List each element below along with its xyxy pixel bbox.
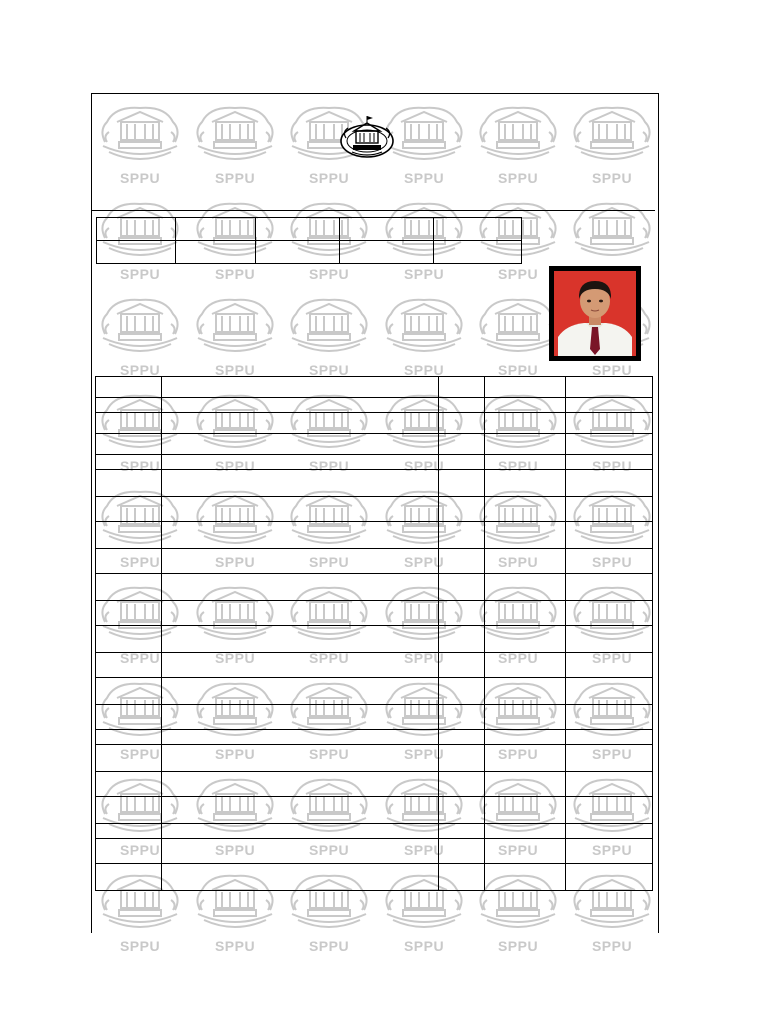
watermark-text: SPPU [591,650,633,666]
watermark-text: SPPU [497,458,539,474]
watermark-text: SPPU [119,458,161,474]
grade-cell [566,522,653,549]
grade-cell [96,839,162,864]
grade-cell [96,398,162,413]
grade-cell [485,797,566,824]
grade-cell [485,705,566,730]
watermark-text: SPPU [403,458,445,474]
grade-cell [161,730,438,745]
grade-cell [485,470,566,497]
table-row [96,678,653,705]
subject-grades-table [95,376,653,891]
grade-cell [566,626,653,653]
grade-cell [439,626,485,653]
grade-cell [566,574,653,601]
watermark-text: SPPU [308,938,350,954]
table-row [96,574,653,601]
grade-cell [566,653,653,678]
grade-cell [96,705,162,730]
watermark-text: SPPU [214,362,256,378]
grade-cell [485,772,566,797]
watermark-text: SPPU [214,650,256,666]
table-row [96,839,653,864]
grade-cell [96,626,162,653]
grade-cell [566,730,653,745]
candidate-info-table [96,217,522,264]
watermark-text: SPPU [308,842,350,858]
watermark-tile [96,294,184,384]
grade-cell [439,377,485,398]
watermark-text: SPPU [119,842,161,858]
grade-cell [439,398,485,413]
table-row [96,470,653,497]
watermark-text: SPPU [308,458,350,474]
header-divider [92,210,655,211]
watermark-text: SPPU [497,650,539,666]
grade-cell [96,797,162,824]
grade-cell [485,522,566,549]
grade-cell [96,497,162,522]
watermark-text: SPPU [497,170,539,186]
grade-cell [161,434,438,455]
watermark-text: SPPU [119,554,161,570]
watermark-text: SPPU [591,938,633,954]
watermark-text: SPPU [308,170,350,186]
watermark-text: SPPU [308,362,350,378]
grade-cell [566,434,653,455]
grade-cell [485,601,566,626]
grade-cell [161,574,438,601]
grade-cell [439,470,485,497]
grade-cell [439,730,485,745]
watermark-text: SPPU [119,170,161,186]
info-cell [97,218,176,241]
grade-cell [161,824,438,839]
grade-cell [439,839,485,864]
grade-cell [161,398,438,413]
grade-cell [161,497,438,522]
watermark-text: SPPU [591,362,633,378]
watermark-text: SPPU [497,746,539,762]
grade-cell [161,745,438,772]
university-seal-icon [569,198,655,262]
watermark-text: SPPU [497,266,539,282]
table-row [96,745,653,772]
grade-cell [161,413,438,434]
university-seal-icon [97,294,183,358]
grade-cell [96,678,162,705]
grade-cell [96,730,162,745]
grade-cell [439,864,485,891]
info-cell [175,218,255,241]
watermark-text: SPPU [403,362,445,378]
watermark-text: SPPU [497,842,539,858]
table-row [96,549,653,574]
watermark-text: SPPU [591,746,633,762]
watermark-tile [191,294,279,384]
watermark-text: SPPU [403,938,445,954]
grade-cell [161,705,438,730]
watermark-text: SPPU [214,266,256,282]
watermark-text: SPPU [119,362,161,378]
grade-cell [485,839,566,864]
grade-cell [161,772,438,797]
grade-cell [566,772,653,797]
grade-cell [96,522,162,549]
grade-cell [96,455,162,470]
watermark-text: SPPU [119,266,161,282]
watermark-text: SPPU [119,746,161,762]
grade-cell [96,864,162,891]
watermark-tile [380,294,468,384]
grade-cell [485,549,566,574]
watermark-text: SPPU [591,842,633,858]
info-cell [175,241,255,264]
grade-cell [439,678,485,705]
grade-cell [439,434,485,455]
grade-cell [566,601,653,626]
grade-cell [439,601,485,626]
watermark-tile [96,102,184,192]
table-row [96,730,653,745]
watermark-text: SPPU [403,554,445,570]
grade-cell [96,601,162,626]
grade-cell [96,413,162,434]
watermark-tile [568,102,656,192]
grade-cell [485,745,566,772]
table-row [96,601,653,626]
watermark-text: SPPU [214,842,256,858]
watermark-tile [474,102,562,192]
grade-cell [485,434,566,455]
grade-cell [439,549,485,574]
watermark-text: SPPU [308,266,350,282]
grade-cell [439,574,485,601]
grade-cell [439,413,485,434]
grade-cell [566,705,653,730]
grade-cell [485,653,566,678]
grade-cell [96,574,162,601]
table-row [96,626,653,653]
watermark-text: SPPU [403,842,445,858]
grade-cell [566,797,653,824]
grade-cell [96,653,162,678]
grade-cell [439,497,485,522]
grade-cell [485,497,566,522]
grade-cell [161,678,438,705]
watermark-text: SPPU [497,362,539,378]
grade-cell [485,824,566,839]
info-row [97,241,522,264]
grade-cell [96,772,162,797]
watermark-text: SPPU [308,554,350,570]
table-row [96,824,653,839]
table-row [96,653,653,678]
table-row [96,398,653,413]
watermark-text: SPPU [403,746,445,762]
info-cell [340,218,434,241]
grade-cell [96,745,162,772]
watermark-text: SPPU [119,650,161,666]
university-emblem-icon [338,114,396,160]
grade-cell [96,824,162,839]
grade-cell [485,398,566,413]
grade-cell [566,864,653,891]
table-row [96,797,653,824]
info-cell [255,241,340,264]
watermark-text: SPPU [214,938,256,954]
watermark-text: SPPU [214,458,256,474]
info-cell [434,218,522,241]
watermark-text: SPPU [308,650,350,666]
grade-cell [566,824,653,839]
info-cell [340,241,434,264]
grade-cell [96,377,162,398]
watermark-tile [191,102,279,192]
grade-cell [485,413,566,434]
grade-cell [485,377,566,398]
table-row [96,522,653,549]
table-row [96,455,653,470]
table-row [96,413,653,434]
grade-cell [96,434,162,455]
grade-cell [485,678,566,705]
watermark-text: SPPU [308,746,350,762]
watermark-text: SPPU [591,458,633,474]
grade-cell [439,522,485,549]
grade-cell [566,455,653,470]
grade-cell [566,413,653,434]
grade-cell [161,626,438,653]
table-row [96,772,653,797]
watermark-text: SPPU [119,938,161,954]
watermark-text: SPPU [497,554,539,570]
university-seal-icon [381,294,467,358]
grade-cell [439,705,485,730]
table-row [96,377,653,398]
watermark-text: SPPU [214,554,256,570]
university-seal-icon [97,102,183,166]
watermark-text: SPPU [214,170,256,186]
grade-cell [439,745,485,772]
grade-cell [566,745,653,772]
watermark-text: SPPU [403,650,445,666]
grade-cell [566,839,653,864]
watermark-text: SPPU [591,554,633,570]
watermark-text: SPPU [403,170,445,186]
grade-cell [485,574,566,601]
grade-cell [161,470,438,497]
grade-cell [566,497,653,522]
grade-cell [161,839,438,864]
university-seal-icon [475,102,561,166]
table-row [96,864,653,891]
grade-cell [485,730,566,745]
grade-cell [566,549,653,574]
grade-cell [566,470,653,497]
grade-cell [161,455,438,470]
grade-cell [439,653,485,678]
watermark-text: SPPU [497,938,539,954]
grade-cell [161,522,438,549]
student-photo [549,266,641,361]
grade-cell [566,377,653,398]
table-row [96,434,653,455]
grade-cell [161,864,438,891]
grade-cell [439,772,485,797]
info-cell [97,241,176,264]
university-seal-icon [192,102,278,166]
grade-cell [96,549,162,574]
grade-cell [439,824,485,839]
grade-cell [161,601,438,626]
grade-cell [566,398,653,413]
info-row [97,218,522,241]
university-seal-icon [286,294,372,358]
grade-cell [439,797,485,824]
grade-cell [161,549,438,574]
grade-cell [161,797,438,824]
watermark-text: SPPU [403,266,445,282]
watermark-tile [285,294,373,384]
university-seal-icon [192,294,278,358]
grade-cell [161,377,438,398]
grade-cell [485,626,566,653]
table-row [96,705,653,730]
watermark-text: SPPU [214,746,256,762]
info-cell [434,241,522,264]
grade-cell [439,455,485,470]
university-seal-icon [569,102,655,166]
grade-cell [566,678,653,705]
grade-cell [161,653,438,678]
marksheet-page [91,93,659,954]
table-row [96,497,653,522]
watermark-text: SPPU [591,170,633,186]
grade-cell [485,455,566,470]
info-cell [255,218,340,241]
grade-cell [96,470,162,497]
grade-cell [485,864,566,891]
